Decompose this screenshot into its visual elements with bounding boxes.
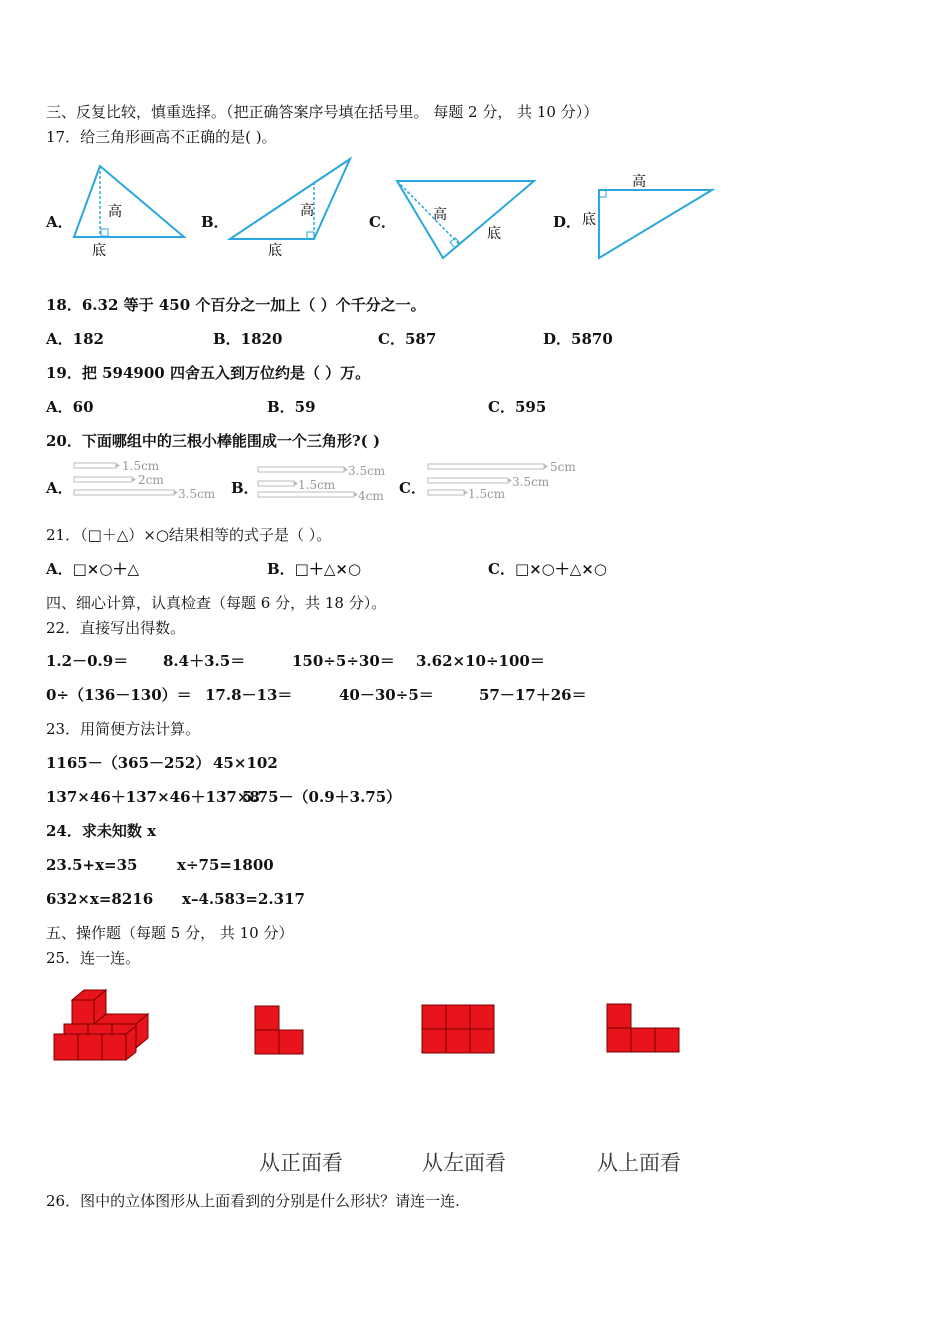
q23-expr-3: 137×46＋137×46＋137×8 — [46, 788, 260, 806]
q17-triangle-d — [580, 168, 720, 263]
q20-option-a-letter: A． — [46, 479, 73, 497]
q19-option-c: C．595 — [488, 398, 547, 416]
q24-eq-1: 23.5+x=35 — [46, 856, 138, 874]
q19-option-b: B．59 — [267, 398, 316, 416]
q19-stem: 19．把 594900 四舍五入到万位约是（ ）万。 — [46, 364, 371, 382]
q25-view-label-front: 从正面看 — [259, 1151, 343, 1175]
q17-triangle-b — [226, 155, 356, 260]
q22-expr-3: 150÷5÷30＝ — [292, 652, 395, 670]
q19-option-a: A．60 — [46, 398, 94, 416]
q17-b-gao-label: 高 — [300, 203, 314, 219]
q17-option-d-letter: D． — [553, 213, 582, 231]
q22-expr-2: 8.4＋3.5＝ — [163, 652, 246, 670]
q25-cube-solid — [50, 988, 155, 1066]
q17-option-c-letter: C． — [369, 213, 396, 231]
q22-expr-5: 0÷（136－130）＝ — [46, 686, 192, 704]
q24-eq-4: x–4.583=2.317 — [182, 890, 305, 908]
q18-option-b: B．1820 — [213, 330, 283, 348]
q20-c-stick-3-label: 1.5cm — [468, 487, 506, 501]
q17-option-a-letter: A． — [46, 213, 73, 231]
q23-stem: 23．用简便方法计算。 — [46, 720, 201, 738]
q20-sticks-a — [72, 458, 222, 502]
q18-option-c: C．587 — [378, 330, 437, 348]
q17-triangle-c — [393, 176, 543, 266]
q21-option-c: C．□×○＋△×○ — [488, 560, 607, 578]
q17-d-di-label: 底 — [582, 212, 596, 228]
q22-expr-8: 57－17＋26＝ — [479, 686, 587, 704]
q17-b-di-label: 底 — [268, 243, 282, 259]
q26-stem: 26．图中的立体图形从上面看到的分别是什么形状？请连一连. — [46, 1192, 460, 1210]
q20-sticks-c — [426, 458, 586, 502]
q20-b-stick-1-label: 3.5cm — [348, 464, 386, 478]
q20-b-stick-3-label: 4cm — [358, 489, 384, 503]
q22-expr-4: 3.62×10÷100＝ — [416, 652, 545, 670]
section4-heading: 四、细心计算，认真检查（每题 6 分，共 18 分）。 — [46, 594, 387, 612]
q18-option-a: A．182 — [46, 330, 104, 348]
q20-stem: 20．下面哪组中的三根小棒能围成一个三角形?( ) — [46, 432, 381, 450]
q22-expr-6: 17.8－13＝ — [205, 686, 293, 704]
q25-view-rectangle — [420, 1003, 496, 1055]
q22-expr-1: 1.2－0.9＝ — [46, 652, 129, 670]
q20-b-stick-2-label: 1.5cm — [298, 478, 336, 492]
q25-stem: 25．连一连。 — [46, 949, 141, 967]
q20-a-stick-1-label: 1.5cm — [122, 459, 160, 473]
q22-stem: 22．直接写出得数。 — [46, 619, 186, 637]
q25-view-long-l-shape — [605, 1002, 683, 1054]
q20-sticks-b — [256, 462, 396, 504]
q20-a-stick-3-label: 3.5cm — [178, 487, 216, 501]
q24-eq-2: x÷75=1800 — [177, 856, 274, 874]
q25-view-label-left: 从左面看 — [422, 1151, 506, 1175]
section3-heading: 三、反复比较，慎重选择。（把正确答案序号填在括号里。 每题 2 分， 共 10 分）） — [46, 103, 599, 121]
q22-expr-7: 40－30÷5＝ — [339, 686, 434, 704]
q20-c-stick-1-label: 5cm — [550, 460, 576, 474]
q21-stem: 21．（□＋△）×○结果相等的式子是（ ）。 — [46, 526, 332, 544]
q17-triangle-a — [70, 160, 190, 260]
q21-option-b: B．□＋△×○ — [267, 560, 362, 578]
q21-option-a: A．□×○＋△ — [46, 560, 140, 578]
q17-option-b-letter: B． — [201, 213, 229, 231]
q17-a-gao-label: 高 — [108, 204, 122, 220]
q20-option-c-letter: C． — [399, 479, 426, 497]
q25-view-label-top: 从上面看 — [597, 1151, 681, 1175]
q20-option-b-letter: B． — [231, 479, 259, 497]
q20-a-stick-2-label: 2cm — [138, 473, 164, 487]
q17-a-di-label: 底 — [92, 243, 106, 259]
q18-stem: 18．6.32 等于 450 个百分之一加上（ ）个千分之一。 — [46, 296, 426, 314]
q23-expr-1: 1165－（365－252） — [46, 754, 211, 772]
q25-view-l-shape — [253, 1004, 307, 1056]
q24-eq-3: 632×x=8216 — [46, 890, 154, 908]
q17-stem: 17．给三角形画高不正确的是( )。 — [46, 128, 277, 146]
q18-option-d: D．5870 — [543, 330, 613, 348]
q17-c-gao-label: 高 — [433, 207, 447, 223]
q23-expr-2: 45×102 — [213, 754, 278, 772]
q17-c-di-label: 底 — [487, 226, 501, 242]
section5-heading: 五、操作题（每题 5 分， 共 10 分） — [46, 924, 294, 942]
q17-d-gao-label: 高 — [632, 174, 646, 190]
q23-expr-4: 5.75－（0.9＋3.75） — [242, 788, 402, 806]
q24-stem: 24．求未知数 x — [46, 822, 157, 840]
q20-c-stick-2-label: 3.5cm — [512, 475, 550, 489]
